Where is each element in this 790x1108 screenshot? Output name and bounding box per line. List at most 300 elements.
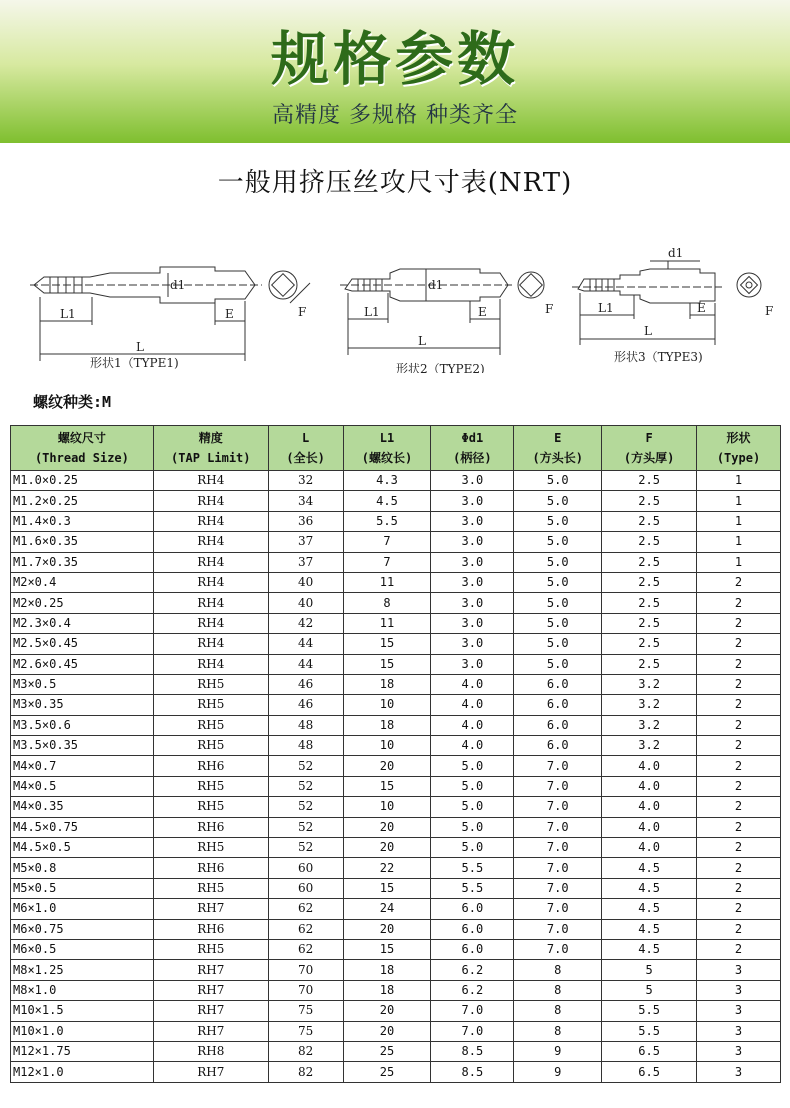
cell-square-thickness: 4.0 [602, 756, 697, 776]
cell-type: 1 [697, 552, 781, 572]
cell-shank-diameter: 3.0 [431, 572, 514, 592]
header-thread-length-line: L1 [379, 431, 395, 445]
cell-thread-size: M1.4×0.3 [11, 511, 154, 531]
cell-thread-length: 22 [343, 858, 431, 878]
cell-square-length: 7.0 [514, 858, 602, 878]
type3-l-label: L [644, 324, 652, 338]
cell-tap-limit: RH7 [153, 1021, 268, 1041]
cell-thread-size: M2.5×0.45 [11, 634, 154, 654]
cell-shank-diameter: 6.2 [431, 960, 514, 980]
banner-title: 规格参数 [270, 25, 519, 93]
cell-square-thickness: 2.5 [602, 471, 697, 491]
cell-tap-limit: RH6 [153, 858, 268, 878]
header-square-length [514, 426, 602, 471]
cell-shank-diameter: 4.0 [431, 715, 514, 735]
header-thread-size-line: 螺纹尺寸 [57, 431, 106, 445]
cell-square-length: 7.0 [514, 939, 602, 959]
cell-thread-size: M2.6×0.45 [11, 654, 154, 674]
header-length [268, 426, 343, 471]
header-tap-limit-line: (TAP Limit) [171, 451, 251, 465]
cell-thread-size: M6×0.5 [11, 939, 154, 959]
cell-length: 48 [268, 715, 343, 735]
table-row [11, 838, 781, 858]
cell-square-length: 7.0 [514, 756, 602, 776]
cell-type: 2 [697, 736, 781, 756]
cell-type: 2 [697, 776, 781, 796]
cell-square-length: 7.0 [514, 878, 602, 898]
type1-caption: 形状1（TYPE1) [90, 356, 179, 370]
cell-square-thickness: 2.5 [602, 532, 697, 552]
cell-length: 52 [268, 817, 343, 837]
cell-shank-diameter: 7.0 [431, 1001, 514, 1021]
cell-shank-diameter: 6.0 [431, 919, 514, 939]
cell-length: 52 [268, 838, 343, 858]
cell-square-length: 5.0 [514, 532, 602, 552]
cell-type: 1 [697, 491, 781, 511]
cell-thread-length: 11 [343, 572, 431, 592]
cell-shank-diameter: 5.5 [431, 858, 514, 878]
table-row [11, 674, 781, 694]
cell-shank-diameter: 6.0 [431, 939, 514, 959]
cell-type: 3 [697, 980, 781, 1000]
cell-shank-diameter: 3.0 [431, 471, 514, 491]
table-row [11, 919, 781, 939]
cell-square-thickness: 2.5 [602, 593, 697, 613]
cell-shank-diameter: 5.0 [431, 797, 514, 817]
cell-length: 42 [268, 613, 343, 633]
cell-tap-limit: RH7 [153, 980, 268, 1000]
table-row [11, 1062, 781, 1082]
cell-thread-length: 11 [343, 613, 431, 633]
cell-type: 2 [697, 572, 781, 592]
cell-type: 2 [697, 899, 781, 919]
cell-thread-length: 20 [343, 817, 431, 837]
cell-thread-size: M2×0.25 [11, 593, 154, 613]
cell-square-length: 5.0 [514, 511, 602, 531]
type2-caption: 形状2（TYPE2) [396, 362, 485, 373]
cell-type: 2 [697, 654, 781, 674]
cell-shank-diameter: 3.0 [431, 593, 514, 613]
cell-type: 2 [697, 695, 781, 715]
cell-tap-limit: RH4 [153, 634, 268, 654]
header-square-thickness [602, 426, 697, 471]
type2-f-label: F [545, 302, 554, 316]
cell-length: 70 [268, 960, 343, 980]
thread-type-label: 螺纹种类:M [33, 393, 112, 411]
header-length-line: (全长) [286, 451, 325, 465]
cell-shank-diameter: 4.0 [431, 674, 514, 694]
type1-l-label: L [136, 340, 144, 354]
cell-thread-size: M2.3×0.4 [11, 613, 154, 633]
cell-square-thickness: 2.5 [602, 634, 697, 654]
cell-square-thickness: 4.0 [602, 797, 697, 817]
cell-thread-size: M12×1.0 [11, 1062, 154, 1082]
header-shank-diameter-line: Φd1 [461, 431, 484, 445]
cell-length: 40 [268, 593, 343, 613]
cell-square-thickness: 3.2 [602, 695, 697, 715]
type3-caption: 形状3（TYPE3) [614, 350, 703, 364]
header-shank-diameter-line: (柄径) [453, 451, 492, 465]
cell-shank-diameter: 4.0 [431, 736, 514, 756]
cell-thread-length: 25 [343, 1062, 431, 1082]
cell-tap-limit: RH4 [153, 593, 268, 613]
cell-square-thickness: 4.5 [602, 899, 697, 919]
cell-length: 70 [268, 980, 343, 1000]
cell-square-length: 8 [514, 980, 602, 1000]
table-row [11, 1021, 781, 1041]
cell-type: 2 [697, 878, 781, 898]
cell-tap-limit: RH5 [153, 736, 268, 756]
cell-square-length: 5.0 [514, 491, 602, 511]
cell-square-length: 7.0 [514, 817, 602, 837]
cell-shank-diameter: 3.0 [431, 654, 514, 674]
cell-shank-diameter: 3.0 [431, 552, 514, 572]
header-type [697, 426, 781, 471]
banner-subtitle: 高精度 多规格 种类齐全 [272, 103, 518, 128]
cell-square-length: 6.0 [514, 695, 602, 715]
cell-thread-size: M6×1.0 [11, 899, 154, 919]
cell-type: 1 [697, 532, 781, 552]
cell-tap-limit: RH5 [153, 695, 268, 715]
cell-square-thickness: 5 [602, 980, 697, 1000]
cell-length: 52 [268, 797, 343, 817]
cell-square-thickness: 4.5 [602, 858, 697, 878]
cell-length: 62 [268, 919, 343, 939]
cell-length: 44 [268, 654, 343, 674]
cell-length: 52 [268, 756, 343, 776]
cell-square-thickness: 2.5 [602, 572, 697, 592]
cell-type: 2 [697, 939, 781, 959]
cell-thread-length: 18 [343, 960, 431, 980]
table-row [11, 654, 781, 674]
cell-square-length: 5.0 [514, 654, 602, 674]
cell-length: 34 [268, 491, 343, 511]
table-row [11, 1041, 781, 1061]
cell-thread-length: 20 [343, 919, 431, 939]
cell-square-length: 7.0 [514, 776, 602, 796]
cell-thread-length: 15 [343, 634, 431, 654]
cell-square-thickness: 4.5 [602, 919, 697, 939]
cell-type: 3 [697, 960, 781, 980]
cell-shank-diameter: 5.0 [431, 776, 514, 796]
cell-tap-limit: RH8 [153, 1041, 268, 1061]
cell-tap-limit: RH5 [153, 674, 268, 694]
cell-square-thickness: 4.5 [602, 939, 697, 959]
header-thread-length [343, 426, 431, 471]
type1-f-label: F [298, 305, 307, 319]
cell-type: 2 [697, 613, 781, 633]
cell-thread-size: M4×0.35 [11, 797, 154, 817]
cell-shank-diameter: 3.0 [431, 613, 514, 633]
header-length-line: L [302, 431, 310, 445]
cell-thread-size: M4×0.5 [11, 776, 154, 796]
cell-square-length: 8 [514, 1001, 602, 1021]
table-row [11, 1001, 781, 1021]
cell-thread-size: M4.5×0.5 [11, 838, 154, 858]
cell-square-thickness: 5.5 [602, 1001, 697, 1021]
table-row [11, 899, 781, 919]
table-row [11, 797, 781, 817]
table-row [11, 572, 781, 592]
tap-diagrams-svg [0, 223, 790, 373]
table-row [11, 471, 781, 491]
cell-thread-size: M3.5×0.6 [11, 715, 154, 735]
cell-shank-diameter: 5.0 [431, 817, 514, 837]
cell-tap-limit: RH4 [153, 572, 268, 592]
table-row [11, 593, 781, 613]
cell-type: 2 [697, 715, 781, 735]
cell-tap-limit: RH7 [153, 1062, 268, 1082]
cell-thread-size: M1.7×0.35 [11, 552, 154, 572]
cell-square-length: 5.0 [514, 471, 602, 491]
table-row [11, 858, 781, 878]
cell-thread-length: 8 [343, 593, 431, 613]
table-row [11, 736, 781, 756]
cell-type: 2 [697, 817, 781, 837]
cell-type: 2 [697, 756, 781, 776]
cell-thread-size: M10×1.0 [11, 1021, 154, 1041]
cell-shank-diameter: 3.0 [431, 532, 514, 552]
cell-square-length: 6.0 [514, 674, 602, 694]
cell-length: 46 [268, 674, 343, 694]
cell-length: 44 [268, 634, 343, 654]
cell-tap-limit: RH6 [153, 919, 268, 939]
cell-tap-limit: RH5 [153, 776, 268, 796]
tap-type-diagrams [0, 223, 790, 373]
cell-tap-limit: RH7 [153, 1001, 268, 1021]
cell-square-length: 8 [514, 1021, 602, 1041]
table-row [11, 552, 781, 572]
cell-type: 2 [697, 838, 781, 858]
cell-tap-limit: RH5 [153, 797, 268, 817]
cell-length: 82 [268, 1041, 343, 1061]
cell-thread-size: M1.2×0.25 [11, 491, 154, 511]
cell-square-length: 5.0 [514, 613, 602, 633]
cell-thread-size: M3×0.5 [11, 674, 154, 694]
cell-thread-size: M8×1.25 [11, 960, 154, 980]
table-row [11, 491, 781, 511]
header-shank-diameter [431, 426, 514, 471]
cell-length: 37 [268, 552, 343, 572]
table-row [11, 817, 781, 837]
cell-thread-size: M3×0.35 [11, 695, 154, 715]
table-row [11, 532, 781, 552]
cell-thread-length: 18 [343, 674, 431, 694]
cell-thread-length: 20 [343, 838, 431, 858]
cell-tap-limit: RH5 [153, 838, 268, 858]
cell-length: 46 [268, 695, 343, 715]
cell-square-thickness: 2.5 [602, 613, 697, 633]
cell-tap-limit: RH7 [153, 960, 268, 980]
cell-thread-size: M6×0.75 [11, 919, 154, 939]
cell-tap-limit: RH7 [153, 899, 268, 919]
cell-square-thickness: 3.2 [602, 715, 697, 735]
cell-tap-limit: RH5 [153, 715, 268, 735]
cell-square-thickness: 5.5 [602, 1021, 697, 1041]
cell-shank-diameter: 5.0 [431, 756, 514, 776]
cell-shank-diameter: 6.2 [431, 980, 514, 1000]
cell-thread-length: 15 [343, 776, 431, 796]
cell-square-thickness: 4.5 [602, 878, 697, 898]
type3-l1-label: L1 [598, 301, 614, 315]
cell-thread-size: M1.0×0.25 [11, 471, 154, 491]
header-type-line: 形状 [726, 431, 751, 445]
cell-tap-limit: RH4 [153, 511, 268, 531]
cell-length: 32 [268, 471, 343, 491]
header-type-line: (Type) [716, 451, 761, 465]
cell-type: 1 [697, 511, 781, 531]
table-row [11, 756, 781, 776]
type3-f-label: F [765, 304, 774, 318]
cell-length: 36 [268, 511, 343, 531]
cell-thread-size: M10×1.5 [11, 1001, 154, 1021]
header-banner [0, 0, 790, 143]
cell-thread-length: 15 [343, 878, 431, 898]
header-thread-size-line: (Thread Size) [34, 451, 129, 465]
table-row [11, 511, 781, 531]
cell-thread-size: M1.6×0.35 [11, 532, 154, 552]
cell-type: 2 [697, 593, 781, 613]
cell-thread-length: 15 [343, 654, 431, 674]
cell-thread-length: 24 [343, 899, 431, 919]
cell-square-length: 5.0 [514, 572, 602, 592]
table-row [11, 715, 781, 735]
cell-type: 1 [697, 471, 781, 491]
cell-thread-size: M3.5×0.35 [11, 736, 154, 756]
header-tap-limit [153, 426, 268, 471]
cell-type: 2 [697, 634, 781, 654]
cell-square-length: 5.0 [514, 593, 602, 613]
cell-thread-length: 7 [343, 532, 431, 552]
spec-table [10, 425, 781, 1083]
header-square-thickness-line: (方头厚) [623, 451, 675, 465]
type1-d1-label: d1 [170, 278, 186, 292]
table-row [11, 776, 781, 796]
cell-tap-limit: RH6 [153, 756, 268, 776]
cell-square-length: 8 [514, 960, 602, 980]
cell-length: 52 [268, 776, 343, 796]
cell-square-thickness: 4.0 [602, 817, 697, 837]
cell-square-length: 7.0 [514, 899, 602, 919]
cell-thread-length: 10 [343, 736, 431, 756]
cell-square-thickness: 6.5 [602, 1041, 697, 1061]
type1-l1-label: L1 [60, 307, 76, 321]
table-row [11, 960, 781, 980]
cell-type: 3 [697, 1062, 781, 1082]
cell-square-thickness: 3.2 [602, 674, 697, 694]
cell-length: 37 [268, 532, 343, 552]
header-square-length-line: (方头长) [532, 451, 583, 465]
type2-l1-label: L1 [364, 305, 380, 319]
cell-thread-length: 25 [343, 1041, 431, 1061]
cell-type: 2 [697, 674, 781, 694]
cell-shank-diameter: 3.0 [431, 634, 514, 654]
cell-square-length: 9 [514, 1062, 602, 1082]
cell-shank-diameter: 8.5 [431, 1041, 514, 1061]
cell-thread-size: M2×0.4 [11, 572, 154, 592]
cell-thread-length: 20 [343, 1021, 431, 1041]
cell-thread-size: M4.5×0.75 [11, 817, 154, 837]
cell-shank-diameter: 8.5 [431, 1062, 514, 1082]
cell-shank-diameter: 5.5 [431, 878, 514, 898]
cell-length: 62 [268, 899, 343, 919]
cell-thread-size: M12×1.75 [11, 1041, 154, 1061]
cell-shank-diameter: 4.0 [431, 695, 514, 715]
cell-shank-diameter: 3.0 [431, 511, 514, 531]
cell-thread-length: 7 [343, 552, 431, 572]
cell-thread-size: M4×0.7 [11, 756, 154, 776]
cell-length: 48 [268, 736, 343, 756]
header-tap-limit-line: 精度 [198, 431, 223, 445]
table-row [11, 613, 781, 633]
cell-thread-size: M5×0.5 [11, 878, 154, 898]
cell-shank-diameter: 7.0 [431, 1021, 514, 1041]
cell-thread-length: 20 [343, 1001, 431, 1021]
header-thread-size [11, 426, 154, 471]
cell-length: 60 [268, 878, 343, 898]
type2-e-label: E [478, 305, 487, 319]
cell-thread-length: 4.3 [343, 471, 431, 491]
type2-l-label: L [418, 334, 426, 348]
cell-square-length: 5.0 [514, 552, 602, 572]
cell-tap-limit: RH4 [153, 552, 268, 572]
cell-square-thickness: 6.5 [602, 1062, 697, 1082]
cell-square-thickness: 4.0 [602, 776, 697, 796]
type2-d1-label: d1 [428, 278, 444, 292]
table-row [11, 939, 781, 959]
cell-type: 3 [697, 1041, 781, 1061]
table-row [11, 980, 781, 1000]
cell-tap-limit: RH6 [153, 817, 268, 837]
cell-tap-limit: RH5 [153, 939, 268, 959]
cell-tap-limit: RH5 [153, 878, 268, 898]
cell-shank-diameter: 5.0 [431, 838, 514, 858]
cell-square-length: 6.0 [514, 736, 602, 756]
cell-square-thickness: 2.5 [602, 491, 697, 511]
cell-square-length: 5.0 [514, 634, 602, 654]
cell-tap-limit: RH4 [153, 471, 268, 491]
cell-shank-diameter: 6.0 [431, 899, 514, 919]
cell-thread-length: 10 [343, 797, 431, 817]
cell-thread-length: 10 [343, 695, 431, 715]
cell-type: 2 [697, 858, 781, 878]
cell-square-thickness: 2.5 [602, 552, 697, 572]
header-square-length-line: E [554, 431, 562, 445]
cell-type: 2 [697, 919, 781, 939]
type1-e-label: E [225, 307, 234, 321]
cell-square-length: 6.0 [514, 715, 602, 735]
cell-tap-limit: RH4 [153, 491, 268, 511]
cell-tap-limit: RH4 [153, 654, 268, 674]
cell-square-thickness: 5 [602, 960, 697, 980]
cell-square-thickness: 3.2 [602, 736, 697, 756]
table-row [11, 878, 781, 898]
cell-length: 60 [268, 858, 343, 878]
cell-thread-length: 18 [343, 980, 431, 1000]
cell-thread-length: 18 [343, 715, 431, 735]
document-title: 一般用挤压丝攻尺寸表(NRT) [217, 168, 573, 198]
table-row [11, 695, 781, 715]
cell-shank-diameter: 3.0 [431, 491, 514, 511]
cell-type: 2 [697, 797, 781, 817]
cell-thread-size: M5×0.8 [11, 858, 154, 878]
cell-length: 75 [268, 1001, 343, 1021]
cell-length: 40 [268, 572, 343, 592]
table-body [11, 471, 781, 1083]
cell-square-length: 7.0 [514, 797, 602, 817]
type3-e-label: E [697, 301, 706, 315]
table-header-row [11, 426, 781, 471]
